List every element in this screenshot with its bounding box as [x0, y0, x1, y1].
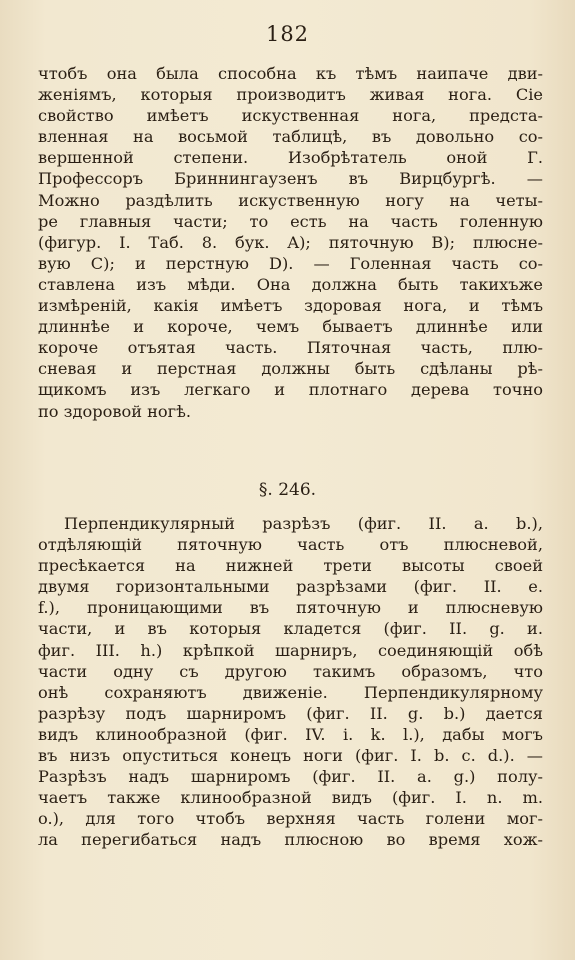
text-line: длиннѣе и короче, чемъ бываетъ длиннѣе или	[38, 317, 543, 337]
text-line: ре главныя части; то есть на часть голенную	[38, 211, 543, 231]
text-line: онѣ сохраняютъ движеніе. Перпендикулярному	[38, 682, 543, 702]
text-line: фиг. III. h.) крѣпкой шарниръ, соединяющій обѣ	[38, 640, 543, 660]
text-line: o.), для того чтобъ верхняя часть голени мог-	[38, 809, 543, 829]
text-line: пресѣкается на нижней трети высоты своей	[38, 556, 543, 576]
text-line: по здоровой ногѣ.	[38, 401, 192, 421]
text-line: двумя горизонтальными разрѣзами (фиг. II. e.	[38, 577, 543, 597]
text-line: сневая и перстная должны быть сдѣланы рѣ-	[38, 359, 543, 379]
text-line: вленная на восьмой таблицѣ, въ довольно со-	[38, 127, 543, 147]
text-line: части одну съ другою такимъ образомъ, что	[38, 661, 543, 681]
text-line: вую C); и перстную D). — Голенная часть со-	[38, 253, 543, 273]
text-line: Профессоръ Бриннингаузенъ въ Вирцбургѣ. —	[38, 169, 543, 189]
text-line: вершенной степени. Изобрѣтатель оной Г.	[38, 148, 543, 168]
page-number: 182	[265, 22, 310, 46]
section-heading: §. 246.	[258, 480, 317, 500]
text-line: чаетъ также клинообразной видъ (фиг. I. n. m.	[38, 788, 543, 808]
text-line: женіямъ, которыя производитъ живая нога. Сіе	[38, 85, 543, 105]
paragraph-2	[38, 513, 543, 851]
text-line: чтобъ она была способна къ тѣмъ наипаче дви-	[38, 64, 543, 83]
text-line: Перпендикулярный разрѣзъ (фиг. II. a. b.),	[64, 514, 543, 533]
text-line: отдѣляющій пяточную часть отъ плюсневой,	[38, 535, 543, 555]
text-line: видъ клинообразной (фиг. IV. i. k. l.), дабы могъ	[38, 724, 543, 744]
text-line: ла перегибаться надъ плюсною во время хож-	[38, 830, 543, 850]
text-line: щикомъ изъ легкаго и плотнаго дерева точно	[38, 380, 543, 400]
text-line: Разрѣзъ надъ шарниромъ (фиг. II. a. g.) полу-	[38, 767, 543, 787]
text-line: свойство имѣетъ искуственная нога, предста-	[38, 106, 543, 126]
text-line: измѣреній, какія имѣетъ здоровая нога, и тѣмъ	[38, 296, 543, 316]
text-line: f.), проницающими въ пяточную и плюсневую	[38, 598, 543, 618]
text-line: (фигур. I. Таб. 8. бук. A); пяточную B); плюсне-	[38, 232, 543, 252]
text-line: Можно раздѣлить искуственную ногу на четы-	[38, 190, 543, 210]
text-line: разрѣзу подъ шарниромъ (фиг. II. g. b.) дается	[38, 703, 543, 723]
text-line: въ низъ опуститься конецъ ноги (фиг. I. b. c. d.). —	[38, 746, 543, 766]
paragraph-1	[38, 63, 543, 422]
text-line: ставлена изъ мѣди. Она должна быть такихъже	[38, 274, 543, 294]
text-line: части, и въ которыя кладется (фиг. II. g. и.	[38, 619, 543, 639]
text-line: короче отъятая часть. Пяточная часть, плю-	[38, 338, 543, 358]
